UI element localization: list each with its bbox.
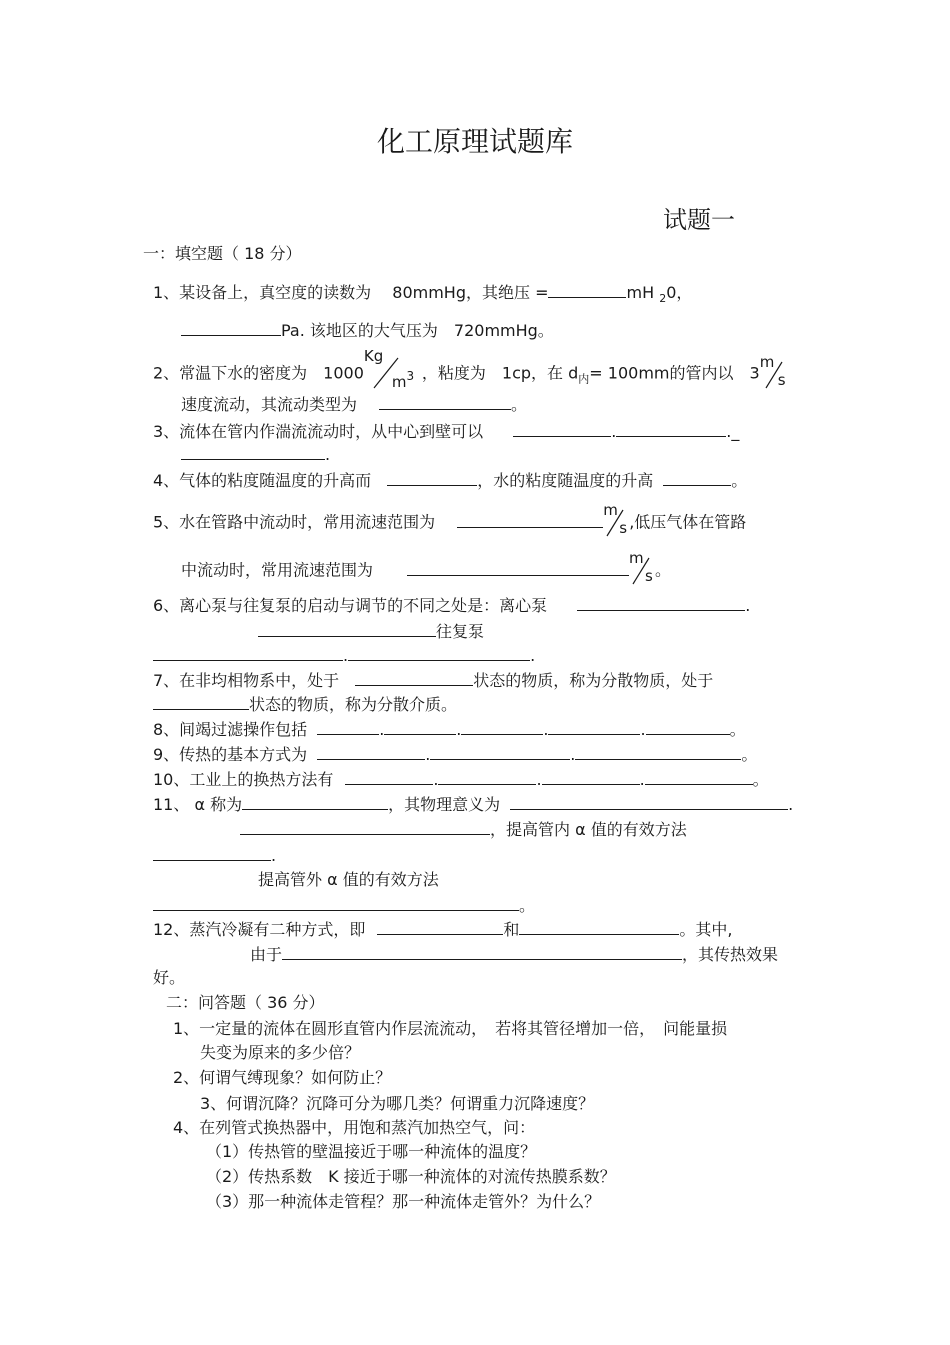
q3-sep-1: . xyxy=(611,422,617,441)
q10-blank-4[interactable] xyxy=(645,769,753,785)
q4-text-b: ，水的粘度随温度的升高 xyxy=(477,471,654,490)
q10-blank-3[interactable] xyxy=(542,769,640,785)
q9-text-a: 9、传热的基本方式为 xyxy=(153,745,308,764)
q2-unit-velocity xyxy=(759,353,790,392)
q1-blank-1[interactable] xyxy=(548,282,626,298)
q7-text-c: 状态的物质，称为分散介质。 xyxy=(249,695,458,714)
q8-blank-5[interactable] xyxy=(646,719,730,735)
q5-text-c: 中流动时，常用流速范围为 xyxy=(181,560,374,580)
q10-blank-2[interactable] xyxy=(438,769,536,785)
q2-blank-1[interactable] xyxy=(379,394,511,410)
q8-blank-3[interactable] xyxy=(461,719,543,735)
q8-sep-1: . xyxy=(379,720,385,739)
q6-sep: . xyxy=(745,596,751,615)
q1-text-c: 0， xyxy=(666,283,693,302)
q4-blank-2[interactable] xyxy=(663,470,731,486)
q10-line xyxy=(153,769,769,790)
q9-blank-1[interactable] xyxy=(317,744,425,760)
q2-text-end: 。 xyxy=(511,395,528,414)
q2-line1 xyxy=(153,347,790,394)
q11-line4 xyxy=(258,870,439,890)
q5-line1 xyxy=(153,501,747,540)
q6-line2 xyxy=(258,621,484,642)
q8-blank-2[interactable] xyxy=(384,719,456,735)
q4-blank-1[interactable] xyxy=(387,470,477,486)
q3-blank-3[interactable] xyxy=(181,444,325,460)
q8-text-a: 8、间竭过滤操作包括 xyxy=(153,720,308,739)
q7-line1 xyxy=(153,670,713,691)
q5-text-b: ,低压气体在管路 xyxy=(629,512,747,532)
q3-blank-1[interactable] xyxy=(513,421,611,437)
q3-text-a: 3、流体在管内作湍流流动时，从中心到壁可以 xyxy=(153,422,484,441)
q11-sep: . xyxy=(788,795,794,814)
q11-text-c: ，提高管内 α 值的有效方法 xyxy=(490,820,687,839)
q3-end: . xyxy=(325,445,331,464)
q11-line5 xyxy=(153,895,535,916)
q11-line1 xyxy=(153,794,793,815)
q2-unit2-den: s xyxy=(777,371,786,389)
q6-blank-2[interactable] xyxy=(258,621,436,637)
q9-line xyxy=(153,744,757,765)
q8-sep-3: . xyxy=(543,720,549,739)
q12-text-a: 12、蒸汽冷凝有二种方式，即 xyxy=(153,920,366,939)
q11-end-2: 。 xyxy=(519,896,536,915)
q9-sep-1: . xyxy=(425,745,431,764)
q1-line2 xyxy=(181,320,554,341)
q7-blank-2[interactable] xyxy=(153,694,249,710)
q2-unit1-exp: 3 xyxy=(406,369,415,383)
q6-blank-1[interactable] xyxy=(577,595,745,611)
q12-blank-1[interactable] xyxy=(377,919,503,935)
q6-sep-2: . xyxy=(343,646,349,665)
q2-text-a: 2、常温下水的密度为 1000 xyxy=(153,363,364,383)
q7-text-a: 7、在非均相物系中，处于 xyxy=(153,671,340,690)
q3-line2 xyxy=(181,444,330,465)
s2-q2: 2、何谓气缚现象？如何防止？ xyxy=(173,1068,392,1087)
q7-blank-1[interactable] xyxy=(355,670,473,686)
q12-blank-2[interactable] xyxy=(519,919,679,935)
q2-unit-density xyxy=(363,347,422,394)
q11-text-a: 11、 α 称为 xyxy=(153,795,243,814)
q6-line3 xyxy=(153,645,535,666)
q11-blank-2[interactable] xyxy=(510,794,788,810)
q10-blank-1[interactable] xyxy=(345,769,433,785)
s2-q4-2: （2）传热系数 K 接近于哪一种流体的对流传热膜系数？ xyxy=(206,1167,616,1186)
q11-blank-1[interactable] xyxy=(242,794,388,810)
q2-text-c: = 100mm的管内以 3 xyxy=(589,363,760,383)
s2-q4: 4、在列管式换热器中，用饱和蒸汽加热空气，问： xyxy=(173,1118,536,1137)
q11-blank-4[interactable] xyxy=(153,845,271,861)
q11-blank-5[interactable] xyxy=(153,895,519,911)
document-title: 化工原理试题库 xyxy=(376,125,573,158)
q12-text-f: 好。 xyxy=(153,968,186,987)
q5-end: 。 xyxy=(655,560,672,580)
q3-sep-2: ._ xyxy=(726,422,740,441)
q12-line1 xyxy=(153,919,732,940)
section2-heading: 二：问答题（ 36 分） xyxy=(166,993,325,1012)
q2-text-d: 速度流动，其流动类型为 xyxy=(181,395,358,414)
s2-q4-3: （3）那一种流体走管程？那一种流体走管外？为什么？ xyxy=(206,1192,601,1211)
q10-text-a: 10、工业上的换热方法有 xyxy=(153,770,334,789)
q1-text-b: mH xyxy=(626,283,660,302)
q12-text-b: 和 xyxy=(503,920,520,939)
q2-unit2-num: m xyxy=(759,353,775,371)
q5-line2 xyxy=(181,549,672,588)
s2-q3: 3、何谓沉降？沉降可分为哪几类？何谓重力沉降速度？ xyxy=(200,1094,595,1113)
section1-heading: 一：填空题（ 18 分） xyxy=(143,244,302,263)
q11-text-b: ，其物理意义为 xyxy=(388,795,501,814)
q2-line2 xyxy=(181,394,527,415)
q6-end: . xyxy=(530,646,536,665)
q5-unit-2 xyxy=(629,549,655,588)
q1-text-b-sub: 2 xyxy=(659,292,667,306)
s2-q1-line1: 1、一定量的流体在圆形直管内作层流流动， 若将其管径增加一倍， 问能量损 xyxy=(173,1019,728,1038)
q6-text-a: 6、离心泵与往复泵的启动与调节的不同之处是：离心泵 xyxy=(153,596,548,615)
q4-line xyxy=(153,470,747,491)
q6-text-b: 往复泵 xyxy=(436,622,485,641)
q8-sep-2: . xyxy=(456,720,462,739)
q10-sep-3: . xyxy=(639,770,645,789)
q12-text-d: 由于 xyxy=(250,945,283,964)
paper-title: 试题一 xyxy=(663,206,735,234)
q5-unit1-den: s xyxy=(619,519,628,537)
q8-line xyxy=(153,719,746,740)
s2-q4-1: （1）传热管的壁温接近于哪一种流体的温度？ xyxy=(206,1142,537,1161)
q5-blank-2[interactable] xyxy=(407,560,629,576)
q2-text-b-sub: 内 xyxy=(578,372,590,386)
q9-blank-3[interactable] xyxy=(575,744,741,760)
q7-line2 xyxy=(153,694,457,715)
q12-text-c: 。其中, xyxy=(679,920,733,939)
q5-unit-1 xyxy=(603,501,629,540)
q2-unit1-den: m xyxy=(391,373,407,391)
q4-text-a: 4、气体的粘度随温度的升高而 xyxy=(153,471,372,490)
q6-line1 xyxy=(153,595,750,616)
q5-blank-1[interactable] xyxy=(457,512,603,528)
q3-blank-2[interactable] xyxy=(616,421,726,437)
q9-blank-2[interactable] xyxy=(430,744,570,760)
q9-end: 。 xyxy=(741,745,758,764)
q5-text-a: 5、水在管路中流动时，常用流速范围为 xyxy=(153,512,436,532)
q1-line1 xyxy=(153,282,692,309)
q1-blank-2[interactable] xyxy=(181,320,281,336)
q5-unit2-num: m xyxy=(629,549,644,567)
q11-blank-3[interactable] xyxy=(240,819,490,835)
q12-line3 xyxy=(153,968,185,988)
q1-text-a: 1、某设备上，真空度的读数为 80mmHg，其绝压 = xyxy=(153,283,549,302)
q8-blank-4[interactable] xyxy=(548,719,640,735)
q11-line3 xyxy=(153,845,276,866)
q7-text-b: 状态的物质，称为分散物质，处于 xyxy=(473,671,714,690)
q12-line2 xyxy=(250,944,778,965)
q12-blank-3[interactable] xyxy=(282,944,682,960)
q6-blank-4[interactable] xyxy=(348,645,530,661)
q10-sep-1: . xyxy=(433,770,439,789)
q10-sep-2: . xyxy=(536,770,542,789)
q1-text-d: Pa. 该地区的大气压为 720mmHg。 xyxy=(281,321,554,340)
q5-unit1-num: m xyxy=(603,501,618,519)
q9-sep-2: . xyxy=(570,745,576,764)
q12-text-e: ，其传热效果 xyxy=(682,945,779,964)
q3-line1 xyxy=(153,421,739,442)
q2-text-b: ，粘度为 1cp，在 d xyxy=(421,363,579,383)
q6-blank-3[interactable] xyxy=(153,645,343,661)
q11-line2 xyxy=(240,819,687,840)
s2-q1-line2: 失变为原来的多少倍？ xyxy=(200,1043,361,1062)
q10-end: 。 xyxy=(752,770,769,789)
q8-end: 。 xyxy=(729,720,746,739)
q4-end: 。 xyxy=(731,471,748,490)
q8-sep-4: . xyxy=(640,720,646,739)
q2-unit1-num: Kg xyxy=(363,347,384,365)
q8-blank-1[interactable] xyxy=(317,719,379,735)
q5-unit2-den: s xyxy=(645,567,653,585)
q11-text-d: 提高管外 α 值的有效方法 xyxy=(258,870,439,889)
q11-end: . xyxy=(271,846,277,865)
